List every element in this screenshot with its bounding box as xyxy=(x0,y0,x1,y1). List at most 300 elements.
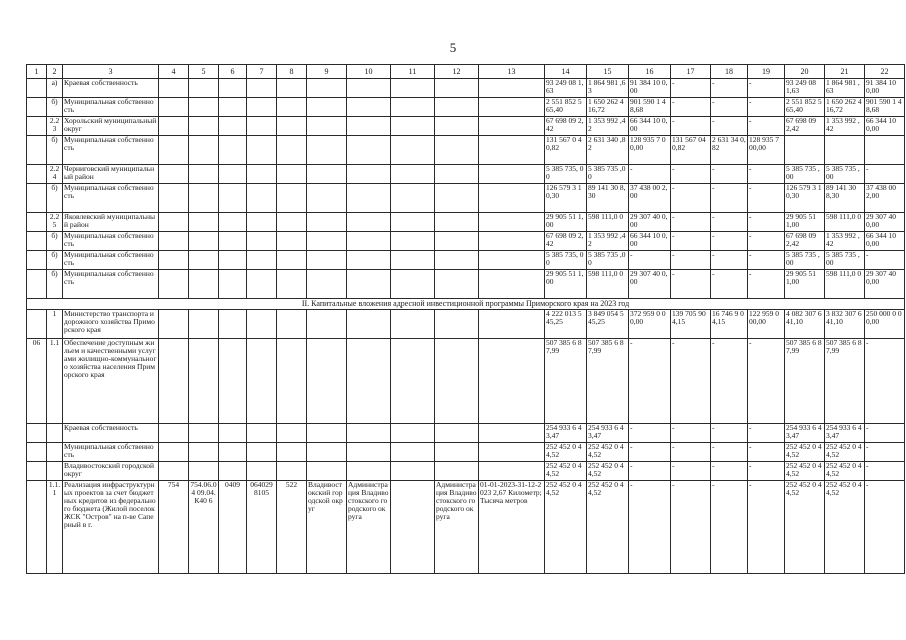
cell xyxy=(347,213,391,232)
cell xyxy=(247,462,277,481)
cell: 10 xyxy=(347,65,391,79)
cell xyxy=(435,117,479,136)
cell: Администрация Владивостокского городского округа xyxy=(435,481,479,574)
cell: 29 307 40 0,00 xyxy=(865,270,905,299)
cell xyxy=(27,424,47,443)
table-row xyxy=(27,424,905,443)
cell xyxy=(347,462,391,481)
cell xyxy=(391,165,435,184)
table-row xyxy=(27,213,905,232)
cell xyxy=(391,424,435,443)
cell: 2 631 340 ,82 xyxy=(587,136,629,165)
cell: - xyxy=(711,117,748,136)
cell: Муниципальная собственность xyxy=(63,443,159,462)
cell xyxy=(479,136,545,165)
cell xyxy=(219,310,247,339)
cell: - xyxy=(748,443,785,462)
cell xyxy=(435,98,479,117)
cell: 37 438 00 2,00 xyxy=(865,184,905,213)
cell: - xyxy=(629,165,671,184)
cell: 5 385 735 ,00 xyxy=(825,251,865,270)
cell: Хорольский муниципальный округ xyxy=(63,117,159,136)
cell: - xyxy=(748,232,785,251)
cell xyxy=(479,232,545,251)
cell: Черниговский муниципальный район xyxy=(63,165,159,184)
cell: 3 849 054 545,25 xyxy=(587,310,629,339)
cell: - xyxy=(629,424,671,443)
cell xyxy=(189,232,219,251)
cell: Муниципальная собственность xyxy=(63,136,159,165)
cell: 06 xyxy=(27,339,47,424)
cell xyxy=(347,232,391,251)
cell xyxy=(189,98,219,117)
cell: б) xyxy=(47,270,63,299)
cell xyxy=(189,270,219,299)
cell: 29 307 40 0,00 xyxy=(629,213,671,232)
cell xyxy=(479,213,545,232)
cell: - xyxy=(748,424,785,443)
cell xyxy=(189,213,219,232)
cell xyxy=(435,443,479,462)
cell: 16 xyxy=(629,65,671,79)
cell: - xyxy=(671,117,711,136)
cell: - xyxy=(711,462,748,481)
table-row xyxy=(27,339,905,424)
cell xyxy=(27,98,47,117)
cell xyxy=(307,213,347,232)
cell: 522 xyxy=(277,481,307,574)
cell xyxy=(219,98,247,117)
cell: 21 xyxy=(825,65,865,79)
cell: 598 111,0 0 xyxy=(825,270,865,299)
cell: 507 385 6 87,99 xyxy=(785,339,825,424)
cell xyxy=(189,310,219,339)
cell: 128 935 7 00,00 xyxy=(629,136,671,165)
cell xyxy=(479,339,545,424)
cell xyxy=(219,232,247,251)
cell: 22 xyxy=(865,65,905,79)
cell xyxy=(307,136,347,165)
cell xyxy=(159,232,189,251)
cell: 89 141 30 8,30 xyxy=(587,184,629,213)
cell xyxy=(159,136,189,165)
cell xyxy=(27,443,47,462)
cell: б) xyxy=(47,184,63,213)
cell xyxy=(189,424,219,443)
cell xyxy=(347,339,391,424)
cell xyxy=(219,79,247,98)
cell xyxy=(189,443,219,462)
cell: 4 xyxy=(159,65,189,79)
cell xyxy=(435,213,479,232)
cell xyxy=(785,136,825,165)
section-title: II. Капитальные вложения адресной инвестиционной программы Приморского края на 2023 год xyxy=(27,299,905,310)
cell: 254 933 6 43,47 xyxy=(825,424,865,443)
cell: - xyxy=(711,339,748,424)
cell xyxy=(277,136,307,165)
cell xyxy=(391,481,435,574)
table-row xyxy=(27,232,905,251)
cell: - xyxy=(671,481,711,574)
cell xyxy=(247,270,277,299)
cell xyxy=(391,98,435,117)
cell: - xyxy=(865,443,905,462)
cell: 5 385 735 ,00 xyxy=(825,165,865,184)
cell xyxy=(347,79,391,98)
cell: 2.23 xyxy=(47,117,63,136)
cell: - xyxy=(865,165,905,184)
cell: 93 249 08 1,63 xyxy=(545,79,587,98)
cell xyxy=(247,117,277,136)
cell: 3 xyxy=(63,65,159,79)
cell: 252 452 0 44,52 xyxy=(825,443,865,462)
cell: 1.1.1 xyxy=(47,481,63,574)
cell: 507 385 6 87,99 xyxy=(545,339,587,424)
cell xyxy=(307,251,347,270)
cell xyxy=(189,165,219,184)
cell: б) xyxy=(47,136,63,165)
cell: 754 xyxy=(159,481,189,574)
cell: - xyxy=(711,184,748,213)
cell: 131 567 0 40,82 xyxy=(545,136,587,165)
cell: 254 933 6 43,47 xyxy=(545,424,587,443)
cell xyxy=(347,98,391,117)
cell: 252 452 0 44,52 xyxy=(587,443,629,462)
cell: - xyxy=(711,232,748,251)
cell: Администрация Владивостокского городского округа xyxy=(347,481,391,574)
cell xyxy=(277,165,307,184)
cell xyxy=(391,462,435,481)
cell: Муниципальная собственность xyxy=(63,232,159,251)
table-row xyxy=(27,251,905,270)
cell: Муниципальная собственность xyxy=(63,184,159,213)
cell: 252 452 0 44,52 xyxy=(545,481,587,574)
cell xyxy=(219,270,247,299)
header-row xyxy=(27,65,905,79)
table-row xyxy=(27,98,905,117)
table-row xyxy=(27,310,905,339)
cell: 1 864 981 ,63 xyxy=(825,79,865,98)
cell: - xyxy=(671,213,711,232)
cell: Министерство транспорта и дорожного хозяйства Приморского края xyxy=(63,310,159,339)
cell: - xyxy=(711,481,748,574)
cell xyxy=(479,117,545,136)
cell xyxy=(435,79,479,98)
cell: 15 xyxy=(587,65,629,79)
cell: - xyxy=(711,98,748,117)
cell: Муниципальная собственность xyxy=(63,251,159,270)
cell: 128 935 7 00,00 xyxy=(748,136,785,165)
cell xyxy=(391,232,435,251)
cell xyxy=(159,184,189,213)
cell xyxy=(307,270,347,299)
cell xyxy=(479,251,545,270)
cell: 2 551 852 565,40 xyxy=(785,98,825,117)
cell xyxy=(27,213,47,232)
cell xyxy=(247,232,277,251)
cell xyxy=(47,462,63,481)
cell: Реализация инфраструктурных проектов за счет бюджетных кредитов из федерального бюджета (Жилой поселок ЖСК "Остров" на п-ве Саперный в г. xyxy=(63,481,159,574)
cell: 67 698 09 2,42 xyxy=(785,117,825,136)
cell: - xyxy=(671,232,711,251)
cell xyxy=(865,136,905,165)
cell: 252 452 0 44,52 xyxy=(587,462,629,481)
cell xyxy=(479,310,545,339)
cell xyxy=(391,79,435,98)
cell: 2.24 xyxy=(47,165,63,184)
cell: 67 698 09 2,42 xyxy=(545,232,587,251)
cell xyxy=(247,79,277,98)
cell: - xyxy=(711,270,748,299)
cell: 20 xyxy=(785,65,825,79)
cell xyxy=(435,184,479,213)
cell: 5 385 735 ,00 xyxy=(785,165,825,184)
cell: 252 452 0 44,52 xyxy=(587,481,629,574)
cell: - xyxy=(671,79,711,98)
cell: 29 307 40 0,00 xyxy=(865,213,905,232)
cell xyxy=(277,270,307,299)
cell: 1.1 xyxy=(47,339,63,424)
cell: Краевая собственность xyxy=(63,79,159,98)
cell: - xyxy=(629,481,671,574)
cell: 91 384 10 0,00 xyxy=(865,79,905,98)
cell xyxy=(219,213,247,232)
cell xyxy=(189,79,219,98)
cell: 507 385 6 87,99 xyxy=(825,339,865,424)
cell: 66 344 10 0,00 xyxy=(865,232,905,251)
cell xyxy=(247,136,277,165)
cell xyxy=(159,79,189,98)
cell: 6 xyxy=(219,65,247,79)
cell xyxy=(219,424,247,443)
cell: - xyxy=(671,443,711,462)
cell: 139 705 904,15 xyxy=(671,310,711,339)
cell xyxy=(27,136,47,165)
cell xyxy=(307,424,347,443)
cell xyxy=(391,270,435,299)
cell xyxy=(27,232,47,251)
cell xyxy=(347,310,391,339)
cell: 1 650 262 416,72 xyxy=(587,98,629,117)
cell xyxy=(391,310,435,339)
cell xyxy=(307,443,347,462)
cell: Обеспечение доступным жильем и качественными услугами жилищно-коммунального хозяйства населения Приморского края xyxy=(63,339,159,424)
cell xyxy=(479,165,545,184)
cell: Краевая собственность xyxy=(63,424,159,443)
cell: 4 222 013 545,25 xyxy=(545,310,587,339)
cell xyxy=(159,117,189,136)
cell xyxy=(247,251,277,270)
cell xyxy=(347,165,391,184)
cell: 5 xyxy=(189,65,219,79)
cell xyxy=(391,213,435,232)
cell xyxy=(247,339,277,424)
cell: 37 438 00 2,00 xyxy=(629,184,671,213)
cell: 29 905 51 1,00 xyxy=(545,270,587,299)
cell: Муниципальная собственность xyxy=(63,270,159,299)
cell xyxy=(247,98,277,117)
cell: - xyxy=(748,184,785,213)
cell xyxy=(391,443,435,462)
cell: - xyxy=(865,424,905,443)
cell xyxy=(159,270,189,299)
cell xyxy=(27,310,47,339)
cell: 250 000 0 00,00 xyxy=(865,310,905,339)
cell: б) xyxy=(47,232,63,251)
cell xyxy=(27,270,47,299)
cell: 19 xyxy=(748,65,785,79)
cell: 91 384 10 0,00 xyxy=(629,79,671,98)
cell: 126 579 3 10,30 xyxy=(785,184,825,213)
cell xyxy=(347,117,391,136)
cell: Яковлевский муниципальный район xyxy=(63,213,159,232)
cell xyxy=(27,117,47,136)
cell: - xyxy=(711,251,748,270)
cell xyxy=(825,136,865,165)
cell: 598 111,0 0 xyxy=(825,213,865,232)
cell xyxy=(27,184,47,213)
cell: 29 905 51 1,00 xyxy=(785,270,825,299)
cell: 507 385 6 87,99 xyxy=(587,339,629,424)
cell: - xyxy=(671,339,711,424)
cell: - xyxy=(748,481,785,574)
cell xyxy=(391,339,435,424)
cell: 254 933 6 43,47 xyxy=(587,424,629,443)
cell xyxy=(307,165,347,184)
cell xyxy=(189,251,219,270)
cell: - xyxy=(671,184,711,213)
cell: 11 xyxy=(391,65,435,79)
cell xyxy=(479,270,545,299)
cell: - xyxy=(748,165,785,184)
table-row xyxy=(27,462,905,481)
page-number: 5 xyxy=(449,40,457,55)
cell xyxy=(479,462,545,481)
cell xyxy=(347,270,391,299)
table-row xyxy=(27,443,905,462)
table-row xyxy=(27,79,905,98)
cell xyxy=(277,184,307,213)
cell: 29 905 51 1,00 xyxy=(545,213,587,232)
cell xyxy=(435,165,479,184)
cell: 12 xyxy=(435,65,479,79)
cell: 131 567 040,82 xyxy=(671,136,711,165)
cell: 064029 8105 xyxy=(247,481,277,574)
cell xyxy=(277,232,307,251)
cell xyxy=(219,165,247,184)
cell: - xyxy=(748,117,785,136)
cell: 754.06.04 09.04.К40 6 xyxy=(189,481,219,574)
cell: 252 452 0 44,52 xyxy=(545,443,587,462)
cell: 1 864 981 ,63 xyxy=(587,79,629,98)
cell: - xyxy=(748,339,785,424)
cell: 252 452 0 44,52 xyxy=(785,481,825,574)
cell: - xyxy=(629,339,671,424)
cell: 9 xyxy=(307,65,347,79)
cell xyxy=(159,443,189,462)
cell: а) xyxy=(47,79,63,98)
cell xyxy=(435,251,479,270)
cell xyxy=(307,232,347,251)
cell: - xyxy=(865,462,905,481)
cell: 18 xyxy=(711,65,748,79)
cell: 252 452 0 44,52 xyxy=(825,462,865,481)
cell xyxy=(479,79,545,98)
cell: 901 590 1 48,68 xyxy=(629,98,671,117)
cell xyxy=(307,79,347,98)
cell: 1 353 992 ,42 xyxy=(825,232,865,251)
cell: - xyxy=(711,443,748,462)
cell: - xyxy=(711,165,748,184)
cell: 67 698 09 2,42 xyxy=(545,117,587,136)
cell: - xyxy=(671,98,711,117)
cell xyxy=(159,165,189,184)
cell xyxy=(277,79,307,98)
cell xyxy=(347,443,391,462)
cell: 13 xyxy=(479,65,545,79)
cell: 1 353 992 ,42 xyxy=(587,117,629,136)
cell: - xyxy=(748,251,785,270)
cell xyxy=(435,462,479,481)
cell xyxy=(219,443,247,462)
cell: 372 959 0 00,00 xyxy=(629,310,671,339)
cell: - xyxy=(748,270,785,299)
cell xyxy=(277,251,307,270)
cell: - xyxy=(748,98,785,117)
cell: - xyxy=(629,443,671,462)
cell xyxy=(435,232,479,251)
cell: - xyxy=(671,251,711,270)
cell xyxy=(247,184,277,213)
cell xyxy=(159,310,189,339)
investment-program-table xyxy=(26,64,905,574)
cell xyxy=(159,462,189,481)
cell xyxy=(479,184,545,213)
cell xyxy=(189,136,219,165)
cell xyxy=(277,98,307,117)
cell xyxy=(247,424,277,443)
table-row xyxy=(27,117,905,136)
section-row xyxy=(27,299,905,310)
cell xyxy=(219,462,247,481)
cell: 17 xyxy=(671,65,711,79)
cell xyxy=(277,424,307,443)
cell xyxy=(391,251,435,270)
cell xyxy=(247,213,277,232)
cell: 93 249 08 1,63 xyxy=(785,79,825,98)
cell: - xyxy=(671,424,711,443)
cell xyxy=(219,339,247,424)
cell: 901 590 1 48,68 xyxy=(865,98,905,117)
cell xyxy=(347,136,391,165)
cell xyxy=(435,424,479,443)
cell: Владивостокский городской округ xyxy=(63,462,159,481)
cell xyxy=(277,213,307,232)
cell: 5 385 735 ,00 xyxy=(587,251,629,270)
cell xyxy=(435,339,479,424)
cell: б) xyxy=(47,251,63,270)
cell xyxy=(347,184,391,213)
cell xyxy=(391,117,435,136)
cell xyxy=(391,136,435,165)
cell xyxy=(47,443,63,462)
cell: 1 353 992 ,42 xyxy=(825,117,865,136)
cell: 598 111,0 0 xyxy=(587,270,629,299)
cell: 1 353 992 ,42 xyxy=(587,232,629,251)
cell: - xyxy=(671,165,711,184)
cell: - xyxy=(671,270,711,299)
cell: - xyxy=(671,462,711,481)
